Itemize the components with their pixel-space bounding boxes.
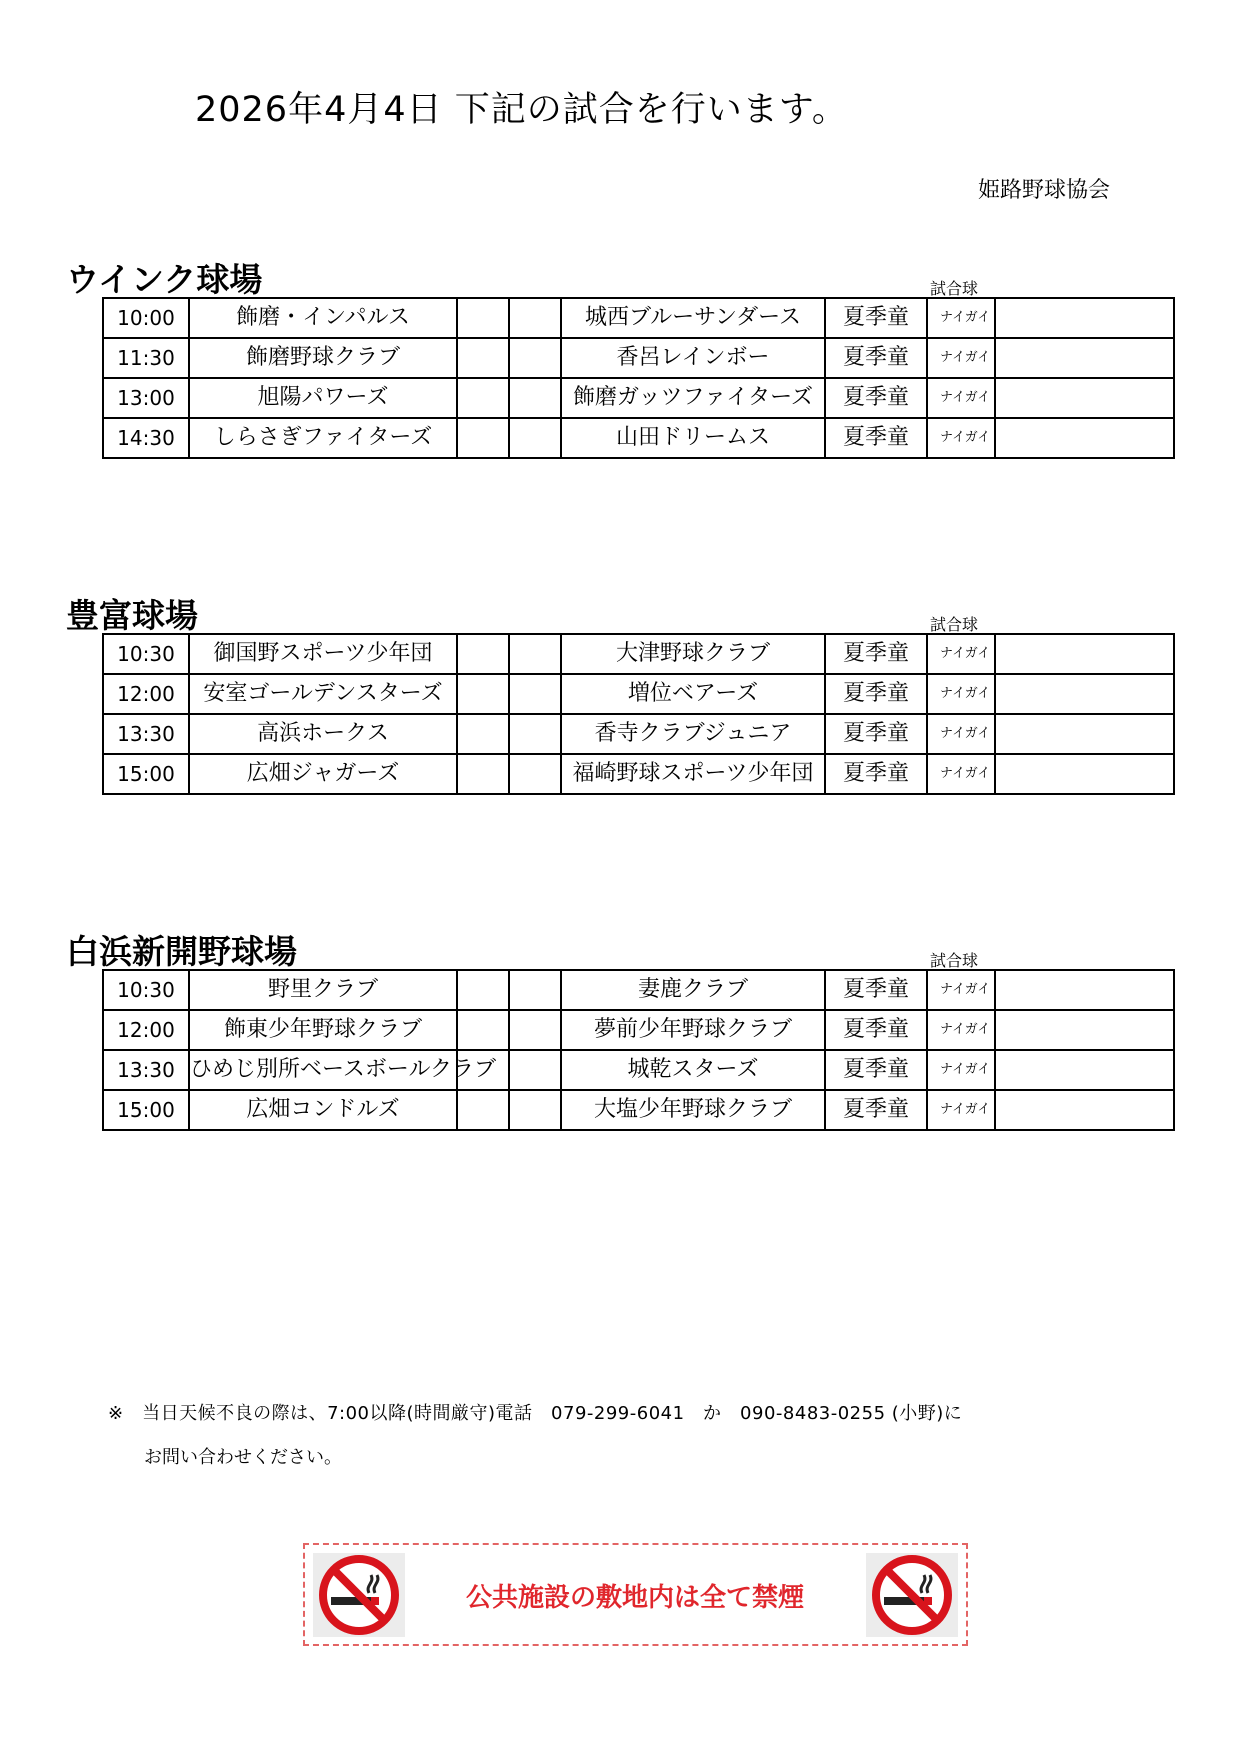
blank-cell [509, 298, 561, 338]
table-row [103, 754, 1174, 794]
category-cell: 夏季童 [825, 1090, 927, 1130]
blank-cell [457, 714, 509, 754]
table-row [103, 634, 1174, 674]
team1-cell: 安室ゴールデンスターズ [189, 674, 457, 714]
blank-cell [457, 634, 509, 674]
team2-cell: 妻鹿クラブ [561, 970, 825, 1010]
blank-cell [995, 298, 1174, 338]
team2-cell: 城西ブルーサンダース [561, 298, 825, 338]
blank-cell [509, 674, 561, 714]
blank-cell [995, 1090, 1174, 1130]
category-cell: 夏季童 [825, 338, 927, 378]
ball-cell: ナイガイ [927, 714, 995, 754]
category-cell: 夏季童 [825, 1050, 927, 1090]
team1-cell: しらさぎファイターズ [189, 418, 457, 458]
weather-note-cont: お問い合わせください。 [144, 1447, 342, 1468]
blank-cell [457, 298, 509, 338]
table-row [103, 378, 1174, 418]
team2-cell: 城乾スターズ [561, 1050, 825, 1090]
venue-title: 白浜新開野球場 [66, 932, 297, 971]
blank-cell [995, 674, 1174, 714]
blank-cell [995, 754, 1174, 794]
category-cell: 夏季童 [825, 298, 927, 338]
time-cell: 14:30 [103, 418, 189, 458]
team2-cell: 香寺クラブジュニア [561, 714, 825, 754]
category-cell: 夏季童 [825, 714, 927, 754]
blank-cell [509, 1090, 561, 1130]
no-smoking-text: 公共施設の敷地内は全て禁煙 [465, 1583, 804, 1613]
time-cell: 10:30 [103, 970, 189, 1010]
category-cell: 夏季童 [825, 754, 927, 794]
team1-cell: ひめじ別所ベースボールクラブ [189, 1050, 457, 1090]
ball-column-label: 試合球 [930, 279, 979, 298]
ball-cell: ナイガイ [927, 970, 995, 1010]
blank-cell [509, 714, 561, 754]
team1-cell: 広畑ジャガーズ [189, 754, 457, 794]
ball-cell: ナイガイ [927, 634, 995, 674]
team1-cell: 飾磨野球クラブ [189, 338, 457, 378]
time-cell: 15:00 [103, 1090, 189, 1130]
team2-cell: 夢前少年野球クラブ [561, 1010, 825, 1050]
ball-cell: ナイガイ [927, 754, 995, 794]
ball-cell: ナイガイ [927, 298, 995, 338]
time-cell: 12:00 [103, 674, 189, 714]
team1-cell: 飾磨・インパルス [189, 298, 457, 338]
category-cell: 夏季童 [825, 634, 927, 674]
team1-cell: 広畑コンドルズ [189, 1090, 457, 1130]
no-smoking-icon [866, 1553, 958, 1637]
ball-cell: ナイガイ [927, 418, 995, 458]
blank-cell [457, 674, 509, 714]
ball-cell: ナイガイ [927, 378, 995, 418]
blank-cell [509, 378, 561, 418]
team1-cell: 御国野スポーツ少年団 [189, 634, 457, 674]
time-cell: 13:00 [103, 378, 189, 418]
blank-cell [509, 970, 561, 1010]
team2-cell: 増位ベアーズ [561, 674, 825, 714]
blank-cell [509, 1010, 561, 1050]
time-cell: 15:00 [103, 754, 189, 794]
venue-title: ウインク球場 [66, 260, 263, 299]
blank-cell [995, 1010, 1174, 1050]
schedule-table [102, 633, 1175, 795]
blank-cell [457, 338, 509, 378]
blank-cell [457, 1090, 509, 1130]
weather-note: ※ 当日天候不良の際は、7:00以降(時間厳守)電話 079-299-6041 か 090-8483-0255 (小野)に [108, 1403, 963, 1424]
blank-cell [995, 970, 1174, 1010]
table-row [103, 1010, 1174, 1050]
team2-cell: 大津野球クラブ [561, 634, 825, 674]
ball-column-label: 試合球 [930, 951, 979, 970]
organizer-name: 姫路野球協会 [978, 178, 1111, 203]
category-cell: 夏季童 [825, 970, 927, 1010]
blank-cell [995, 634, 1174, 674]
time-cell: 10:00 [103, 298, 189, 338]
blank-cell [457, 754, 509, 794]
table-row [103, 1090, 1174, 1130]
table-row [103, 338, 1174, 378]
ball-cell: ナイガイ [927, 1010, 995, 1050]
blank-cell [995, 338, 1174, 378]
team2-cell: 山田ドリームス [561, 418, 825, 458]
table-row [103, 298, 1174, 338]
blank-cell [457, 970, 509, 1010]
team1-cell: 高浜ホークス [189, 714, 457, 754]
venue-title: 豊富球場 [66, 596, 198, 635]
ball-column-label: 試合球 [930, 615, 979, 634]
team1-cell: 旭陽パワーズ [189, 378, 457, 418]
category-cell: 夏季童 [825, 674, 927, 714]
category-cell: 夏季童 [825, 378, 927, 418]
table-row [103, 1050, 1174, 1090]
blank-cell [457, 1010, 509, 1050]
ball-cell: ナイガイ [927, 1090, 995, 1130]
blank-cell [995, 1050, 1174, 1090]
team2-cell: 飾磨ガッツファイターズ [561, 378, 825, 418]
table-row [103, 418, 1174, 458]
team1-cell: 飾東少年野球クラブ [189, 1010, 457, 1050]
no-smoking-icon [313, 1553, 405, 1637]
blank-cell [995, 418, 1174, 458]
ball-cell: ナイガイ [927, 338, 995, 378]
schedule-table [102, 297, 1175, 459]
table-row [103, 714, 1174, 754]
ball-cell: ナイガイ [927, 1050, 995, 1090]
team2-cell: 香呂レインボー [561, 338, 825, 378]
time-cell: 11:30 [103, 338, 189, 378]
time-cell: 13:30 [103, 714, 189, 754]
blank-cell [995, 714, 1174, 754]
blank-cell [457, 378, 509, 418]
table-row [103, 970, 1174, 1010]
time-cell: 13:30 [103, 1050, 189, 1090]
blank-cell [509, 754, 561, 794]
blank-cell [509, 1050, 561, 1090]
blank-cell [509, 634, 561, 674]
schedule-table [102, 969, 1175, 1131]
blank-cell [509, 338, 561, 378]
team2-cell: 大塩少年野球クラブ [561, 1090, 825, 1130]
team2-cell: 福崎野球スポーツ少年団 [561, 754, 825, 794]
table-row [103, 674, 1174, 714]
no-smoking-banner [303, 1543, 968, 1646]
blank-cell [457, 418, 509, 458]
ball-cell: ナイガイ [927, 674, 995, 714]
time-cell: 10:30 [103, 634, 189, 674]
category-cell: 夏季童 [825, 418, 927, 458]
page-title: 2026年4月4日 下記の試合を行います。 [195, 90, 848, 130]
blank-cell [995, 378, 1174, 418]
category-cell: 夏季童 [825, 1010, 927, 1050]
team1-cell: 野里クラブ [189, 970, 457, 1010]
blank-cell [509, 418, 561, 458]
time-cell: 12:00 [103, 1010, 189, 1050]
